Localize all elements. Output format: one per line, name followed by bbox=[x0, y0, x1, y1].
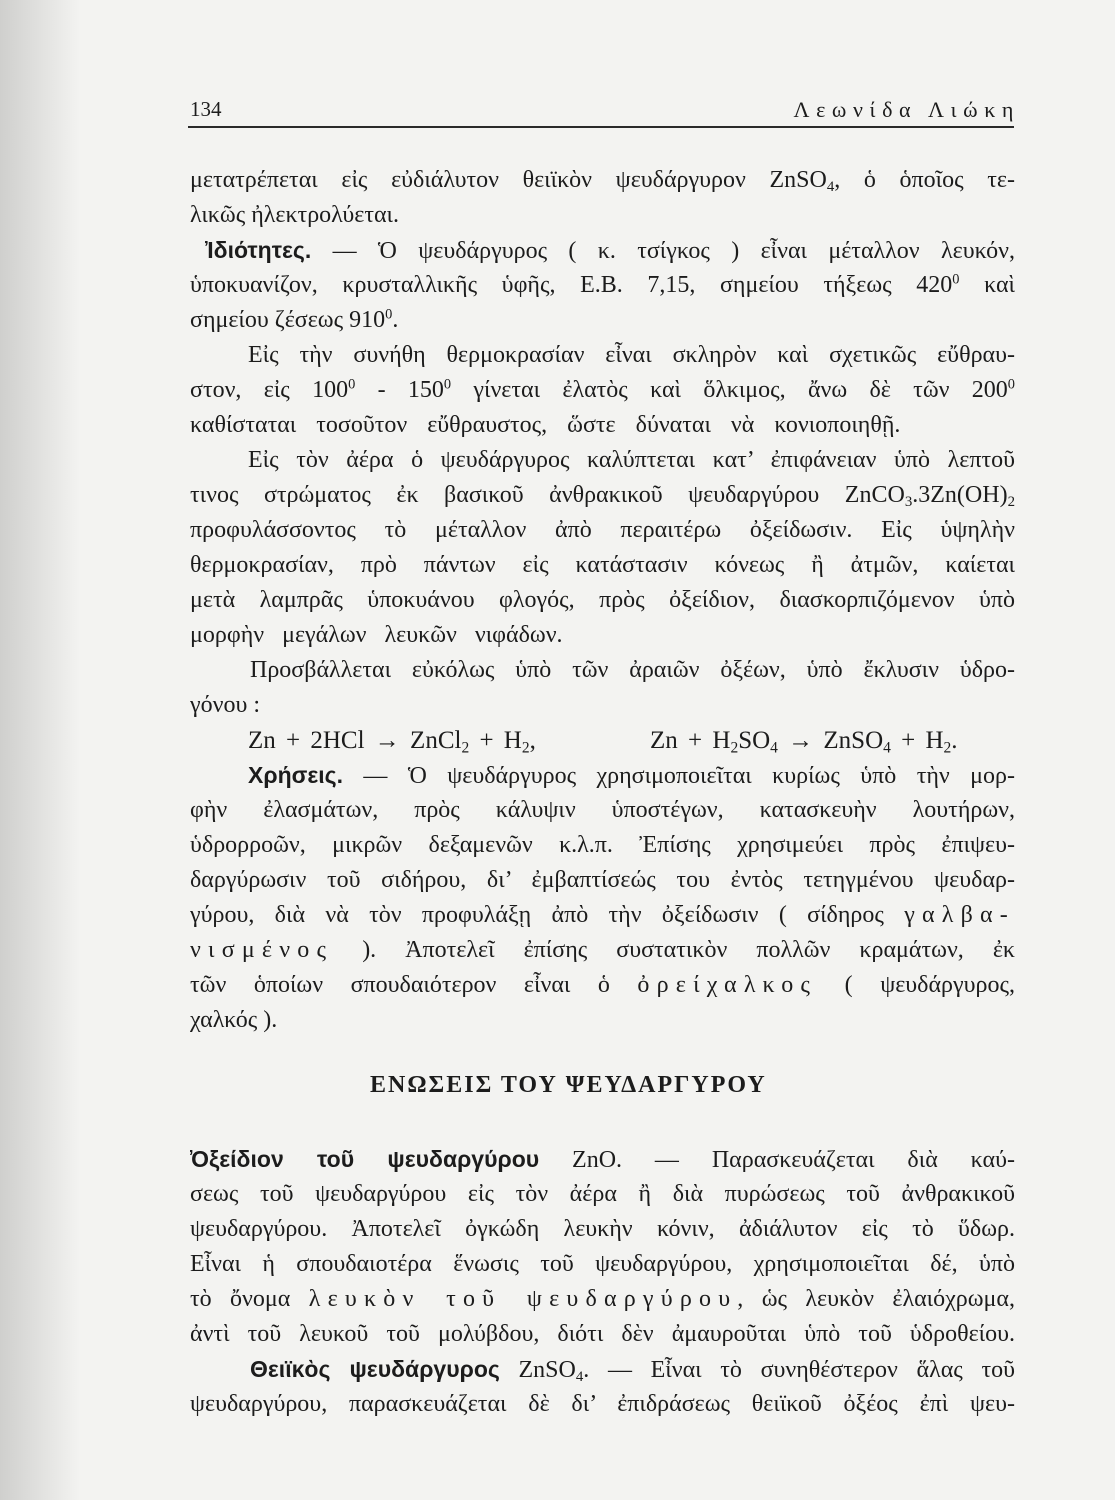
text-line bbox=[190, 1247, 1015, 1282]
text-segment: στον, εἰς 100 bbox=[190, 377, 349, 403]
text-segment: , bbox=[529, 727, 536, 754]
text-segment: καὶ bbox=[959, 272, 1015, 298]
text-line bbox=[190, 1177, 1015, 1212]
text-segment: μετὰ λαμπρᾶς ὑποκυάνου φλογός, πρὸς ὀξείδιον, διασκορπιζόμενον ὑπὸ bbox=[190, 587, 1015, 613]
text-line bbox=[190, 513, 1015, 548]
text-line bbox=[190, 1282, 1015, 1317]
text-line bbox=[190, 933, 1015, 968]
text-segment: θερμοκρασίαν, πρὸ πάντων εἰς κατάστασιν κόνεως ἢ ἀτμῶν, καίεται bbox=[190, 552, 1015, 578]
spaced-emphasis: ὀρείχαλκος bbox=[637, 972, 818, 998]
text-segment: Εἶναι ἡ σπουδαιοτέρα ἕνωσις τοῦ ψευδαργύρου, χρησιμοποιεῖται δέ, ὑπὸ bbox=[190, 1251, 1015, 1277]
degree-superscript: 0 bbox=[348, 376, 356, 393]
subscript: 4 bbox=[770, 739, 778, 757]
spaced-emphasis: λευκὸν τοῦ ψευδαργύρου bbox=[308, 1286, 738, 1312]
subscript: 2 bbox=[461, 739, 470, 757]
text-line bbox=[190, 828, 1015, 863]
text-line bbox=[190, 408, 1015, 443]
text-segment: ZnO. — Παρασκευάζεται διὰ καύ- bbox=[539, 1147, 1015, 1173]
text-segment: ZnSO bbox=[499, 1357, 576, 1383]
text-segment: ὑδρορροῶν, μικρῶν δεξαμενῶν κ.λ.π. Ἐπίσης χρησιμεύει πρὸς ἐπιψευ- bbox=[190, 832, 1015, 858]
text-line bbox=[190, 443, 1015, 478]
text-line bbox=[190, 1387, 1015, 1422]
text-segment: — Ὁ ψευδάργυρος ( κ. τσίγκος ) εἶναι μέταλλον λευκόν, bbox=[311, 238, 1015, 264]
text-segment: γύρου, διὰ νὰ τὸν προφυλάξῃ ἀπὸ τὴν ὀξείδωσιν ( σίδηρος bbox=[190, 902, 905, 928]
text-segment: SO bbox=[738, 727, 771, 754]
section-heading: ΕΝΩΣΕΙΣ ΤΟΥ ΨΕΥΔΑΡΓΥΡΟΥ bbox=[370, 1072, 767, 1098]
text-line bbox=[190, 583, 1015, 618]
page-header bbox=[188, 94, 1020, 128]
text-segment: Εἰς τὸν ἀέρα ὁ ψευδάργυρος καλύπτεται κατ’ ἐπιφάνειαν ὑπὸ λεπτοῦ bbox=[248, 447, 1015, 473]
text-line bbox=[190, 1212, 1015, 1247]
text-line bbox=[190, 233, 1015, 268]
text-line bbox=[190, 618, 1015, 653]
text-segment: ( ψευδάργυρος, bbox=[817, 972, 1015, 998]
text-segment: σημείου ζέσεως 910 bbox=[190, 307, 386, 333]
text-line bbox=[190, 793, 1015, 828]
equation-line bbox=[190, 723, 1015, 758]
text-segment: , ὡς λευκὸν ἐλαιόχρωμα, bbox=[737, 1286, 1015, 1312]
bold-term-zinc-oxide: Ὀξείδιον τοῦ ψευδαργύρου bbox=[190, 1146, 540, 1172]
subscript: 3 bbox=[904, 494, 913, 511]
text-line bbox=[190, 548, 1015, 583]
text-line bbox=[190, 863, 1015, 898]
text-segment: ψευδαργύρου, παρασκευάζεται δὲ δι’ ἐπιδράσεως θειϊκοῦ ὀξέος ἐπὶ ψευ- bbox=[190, 1391, 1015, 1417]
text-line bbox=[190, 1317, 1015, 1352]
page-number: 134 bbox=[190, 97, 222, 121]
text-segment: γόνου : bbox=[190, 692, 261, 718]
text-segment: , ὁ ὁποῖος τε- bbox=[834, 167, 1015, 193]
text-segment: φὴν ἐλασμάτων, πρὸς κάλυψιν ὑποστέγων, κατασκευὴν λουτήρων, bbox=[190, 797, 1015, 823]
text-segment: λικῶς ἠλεκτρολύεται. bbox=[190, 202, 400, 228]
text-line bbox=[190, 1142, 1015, 1177]
text-block-compounds bbox=[190, 1142, 1015, 1422]
text-segment: + H bbox=[890, 727, 944, 754]
subscript: 2 bbox=[521, 739, 530, 757]
text-line bbox=[190, 373, 1015, 408]
equation-zn-hcl bbox=[248, 723, 536, 758]
text-segment: — Ὁ ψευδάργυρος χρησιμοποιεῖται κυρίως ὑπὸ τὴν μορ- bbox=[343, 763, 1015, 789]
bold-term-zinc-sulfate: Θειϊκὸς ψευδάργυρος bbox=[250, 1356, 500, 1382]
text-segment: Zn + 2HCl → ZnCl bbox=[248, 727, 462, 754]
text-line bbox=[190, 1352, 1015, 1387]
degree-superscript: 0 bbox=[443, 376, 452, 393]
spaced-emphasis: γαλβα- bbox=[904, 902, 1015, 928]
text-segment: μορφὴν μεγάλων λευκῶν νιφάδων. bbox=[190, 622, 563, 648]
text-line bbox=[190, 198, 1015, 233]
text-segment: Προσβάλλεται εὐκόλως ὑπὸ τῶν ἀραιῶν ὀξέων, ὑπὸ ἔκλυσιν ὑδρο- bbox=[250, 657, 1015, 683]
degree-superscript: 0 bbox=[1007, 376, 1015, 393]
text-segment: → ZnSO bbox=[777, 727, 884, 754]
text-segment: τινος στρώματος ἐκ βασικοῦ ἀνθρακικοῦ ψευδαργύρου ZnCO bbox=[190, 482, 905, 508]
text-segment: ἀντὶ τοῦ λευκοῦ τοῦ μολύβδου, διότι δὲν ἀμαυροῦται ὑπὸ τοῦ ὑδροθείου. bbox=[190, 1321, 1015, 1347]
running-title: Λεωνίδα Λιώκη bbox=[793, 97, 1020, 122]
bold-term-uses: Χρήσεις. bbox=[248, 762, 344, 788]
text-line bbox=[190, 163, 1015, 198]
text-line bbox=[190, 268, 1015, 303]
text-line bbox=[190, 968, 1015, 1003]
subscript: 4 bbox=[883, 739, 891, 757]
bold-term-properties: Ἰδιότητες. bbox=[205, 237, 312, 263]
text-line bbox=[190, 758, 1015, 793]
equation-zn-h2so4 bbox=[650, 723, 958, 758]
text-segment: ψευδαργύρου. Ἀποτελεῖ ὀγκώδη λευκὴν κόνιν, ἀδιάλυτον εἰς τὸ ὕδωρ. bbox=[190, 1216, 1015, 1242]
text-segment: ). Ἀποτελεῖ ἐπίσης συστατικὸν πολλῶν κραμάτων, ἐκ bbox=[333, 937, 1015, 963]
text-segment: - 150 bbox=[355, 377, 444, 403]
text-segment: τῶν ὁποίων σπουδαιότερον εἶναι ὁ bbox=[190, 972, 638, 998]
text-block-properties bbox=[190, 163, 1015, 1038]
spaced-emphasis: νισμένος bbox=[190, 937, 334, 963]
text-line bbox=[190, 688, 1015, 723]
text-line bbox=[190, 1003, 1015, 1038]
subscript: 2 bbox=[1007, 494, 1015, 511]
text-segment: + H bbox=[469, 727, 522, 754]
subscript: 2 bbox=[730, 739, 739, 757]
text-segment: γίνεται ἐλατὸς καὶ ὅλκιμος, ἄνω δὲ τῶν 200 bbox=[451, 377, 1008, 403]
degree-superscript: 0 bbox=[385, 306, 393, 323]
text-segment: σεως τοῦ ψευδαργύρου εἰς τὸν ἀέρα ἢ διὰ πυρώσεως τοῦ ἀνθρακικοῦ bbox=[190, 1181, 1015, 1207]
text-segment: ὑποκυανίζον, κρυσταλλικῆς ὑφῆς, Ε.Β. 7,15, σημείου τήξεως 420 bbox=[190, 272, 953, 298]
degree-superscript: 0 bbox=[952, 271, 960, 288]
text-segment: καθίσταται τοσοῦτον εὔθραυστος, ὥστε δύναται νὰ κονιοποιηθῇ. bbox=[190, 412, 901, 438]
text-line bbox=[190, 338, 1015, 373]
text-line bbox=[190, 653, 1015, 688]
text-segment: τὸ ὄνομα bbox=[190, 1286, 309, 1312]
text-segment: Zn + H bbox=[650, 727, 731, 754]
text-line bbox=[190, 303, 1015, 338]
text-segment: μετατρέπεται εἰς εὐδιάλυτον θειϊκὸν ψευδάργυρον ZnSO bbox=[190, 167, 827, 193]
text-line bbox=[190, 478, 1015, 513]
text-segment: . — Εἶναι τὸ συνηθέστερον ἅλας τοῦ bbox=[583, 1357, 1015, 1383]
text-segment: .3Zn(OH) bbox=[912, 482, 1008, 508]
text-segment: Εἰς τὴν συνήθη θερμοκρασίαν εἶναι σκληρὸν καὶ σχετικῶς εὔθραυ- bbox=[248, 342, 1015, 368]
subscript: 4 bbox=[575, 1369, 584, 1386]
text-line bbox=[190, 898, 1015, 933]
text-segment: δαργύρωσιν τοῦ σιδήρου, δι’ ἐμβαπτίσεώς του ἐντὸς τετηγμένου ψευδαρ- bbox=[190, 867, 1015, 893]
text-segment: προφυλάσσοντος τὸ μέταλλον ἀπὸ περαιτέρω ὀξείδωσιν. Εἰς ὑψηλὴν bbox=[190, 517, 1015, 543]
subscript: 2 bbox=[943, 739, 952, 757]
binding-shadow bbox=[0, 0, 80, 1500]
subscript: 4 bbox=[826, 179, 835, 196]
text-segment: . bbox=[951, 727, 958, 754]
text-segment: . bbox=[392, 307, 399, 333]
text-segment: χαλκός ). bbox=[190, 1007, 278, 1033]
